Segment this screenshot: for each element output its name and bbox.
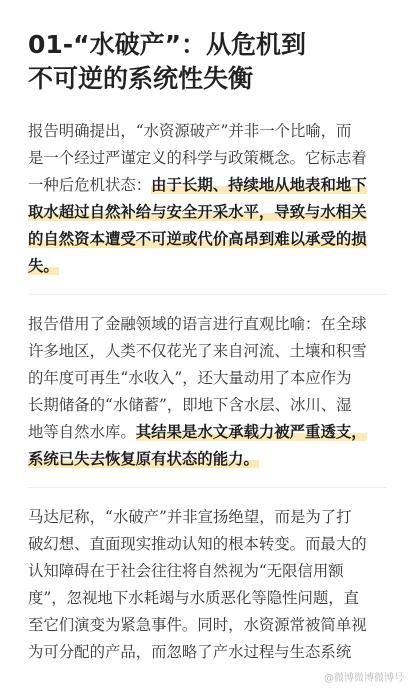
line-text: 一种后危机状态： [28,176,152,194]
paragraph-line [28,145,386,172]
paragraph-line [28,419,386,446]
section-divider [28,487,386,488]
paragraph-line [28,365,386,392]
highlighted-text: 由于长期、持续地从地表和地下 [151,176,367,194]
highlighted-text: 的自然资本遭受不可逆或代价高昂到难以承受的损 [28,230,367,248]
section-divider [28,294,386,295]
watermark: @微博微博微博号 [324,673,404,684]
line-text: 为可分配的产品，而忽略了产水过程与生态系统 [28,643,352,661]
highlighted-text: 其结果是水文承载力被严重透支， [135,423,367,441]
line-text: 认知障碍在于社会往往将自然视为“无限信用额 [28,562,344,580]
paragraph-line [28,311,386,338]
line-text: 地等自然水库。 [28,423,136,441]
line-text: 度”，忽视地下水耗竭与水质恶化等隐性问题，直 [28,589,360,607]
paragraph-line [28,226,386,253]
line-text: 报告借用了金融领域的语言进行直观比喻：在全球 [28,315,367,333]
line-text: 的年度可再生“水收入”，还大量动用了本应作为 [28,369,352,387]
highlighted-text: 系统已失去恢复原有状态的能力。 [28,450,259,468]
line-text: 破幻想、直面现实推动认知的根本转变。而最大的 [28,535,367,553]
article-title-line: 01-“水破产”：从危机到 [28,30,307,59]
article-paragraph [28,311,386,473]
line-text: 是一个经过严谨定义的科学与政策概念。它标志着 [28,149,367,167]
paragraph-line [28,504,386,531]
article [28,28,386,666]
line-text: 至它们演变为紧急事件。同时，水资源常被简单视 [28,616,367,634]
paragraph-line [28,253,386,280]
paragraph-line [28,446,386,473]
highlighted-text: 失。 [28,257,59,275]
paragraph-line [28,558,386,585]
paragraph-line [28,392,386,419]
paragraph-line [28,585,386,612]
article-paragraph [28,504,386,666]
paragraph-line [28,199,386,226]
paragraph-line [28,118,386,145]
line-text: 报告明确提出，“水资源破产”并非一个比喻，而 [28,122,352,140]
paragraph-line [28,338,386,365]
article-title-line: 不可逆的系统性失衡 [28,64,254,93]
paragraph-line [28,531,386,558]
line-text: 许多地区，人类不仅花光了来自河流、土壤和积雪 [28,342,367,360]
paragraph-line [28,639,386,666]
article-paragraph [28,118,386,280]
highlighted-text: 取水超过自然补给与安全开采水平，导致与水相关 [28,203,367,221]
paragraph-line [28,172,386,199]
paragraph-line [28,612,386,639]
article-title [28,28,386,96]
line-text: 马达尼称，“水破产”并非宣扬绝望，而是为了打 [28,508,352,526]
line-text: 长期储备的“水储蓄”，即地下含水层、冰川、湿 [28,396,352,414]
